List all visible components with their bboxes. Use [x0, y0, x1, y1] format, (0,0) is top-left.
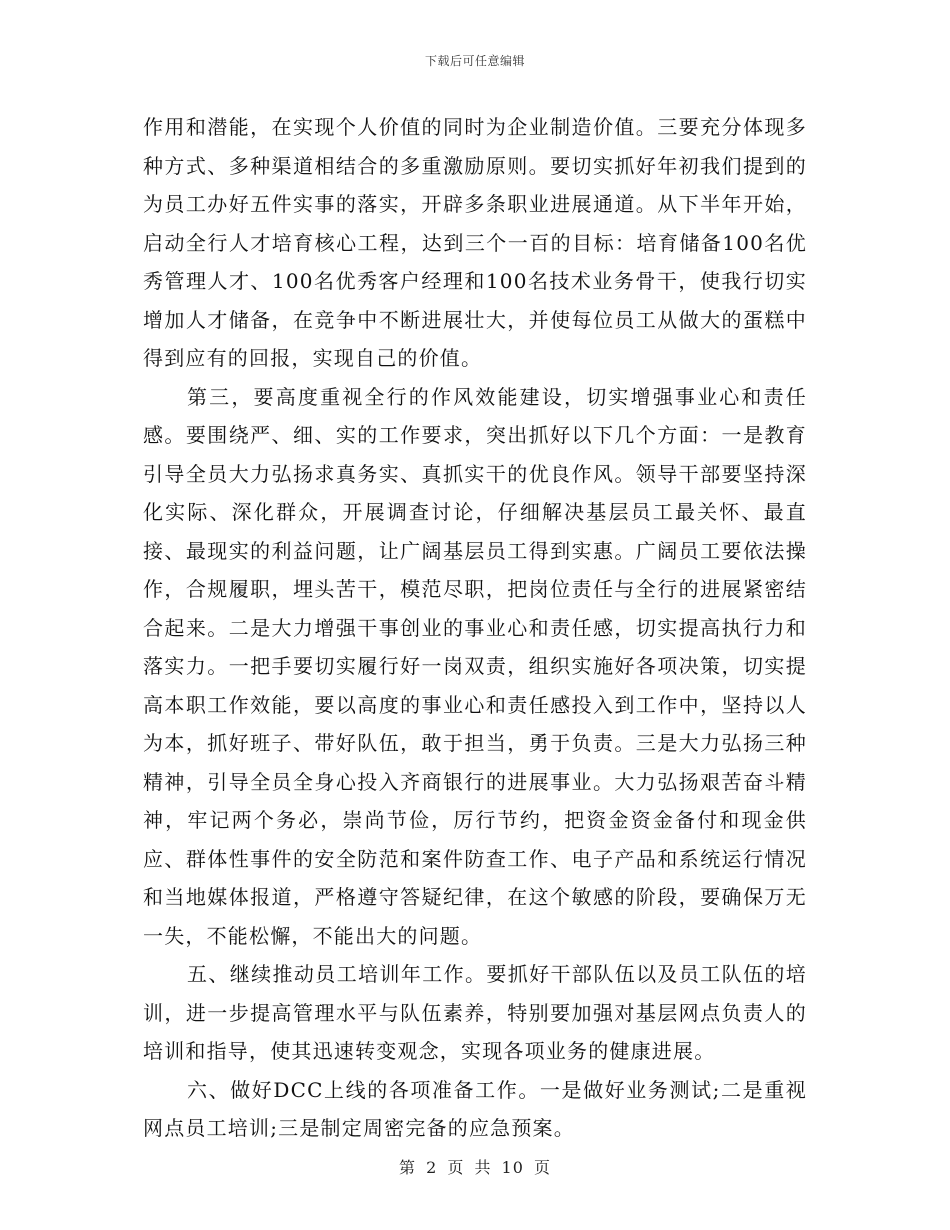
paragraph-2: 第三，要高度重视全行的作风效能建设，切实增强事业心和责任感。要围绕严、细、实的工作要求，突出抓好以下几个方面：一是教育引导全员大力弘扬求真务实、真抓实干的优良作风。领导干部要坚持深化实际、深化群众，开展调查讨论，仔细解决基层员工最关怀、最直接、最现实的利益问题，让广阔基层员工得到实惠。广阔员工要依法操作，合规履职，埋头苦干，模范尽职，把岗位责任与全行的进展紧密结合起来。二是大力增强干事创业的事业心和责任感，切实提高执行力和落实力。一把手要切实履行好一岗双责，组织实施好各项决策，切实提高本职工作效能，要以高度的事业心和责任感投入到工作中，坚持以人为本，抓好班子、带好队伍，敢于担当，勇于负责。三是大力弘扬三种精神，引导全员全身心投入齐商银行的进展事业。大力弘扬艰苦奋斗精神，牢记两个务必，崇尚节俭，厉行节约，把资金资金备付和现金供应、群体性事件的安全防范和案件防查工作、电子产品和系统运行情况和当地媒体报道，严格遵守答疑纪律，在这个敏感的阶段，要确保万无一失，不能松懈，不能出大的问题。	[143, 384, 807, 948]
paragraph-3: 五、继续推动员工培训年工作。要抓好干部队伍以及员工队伍的培训，进一步提高管理水平与队伍素养，特别要加强对基层网点负责人的培训和指导，使其迅速转变观念，实现各项业务的健康进展。	[143, 962, 807, 1063]
page-header: 下载后可任意编辑	[424, 54, 525, 68]
paragraph-4: 六、做好DCC上线的各项准备工作。一是做好业务测试;二是重视网点员工培训;三是制定周密完备的应急预案。	[143, 1077, 807, 1140]
paragraph-1: 作用和潜能，在实现个人价值的同时为企业制造价值。三要充分体现多种方式、多种渠道相结合的多重激励原则。要切实抓好年初我们提到的为员工办好五件实事的落实，开辟多条职业进展通道。从下半年开始，启动全行人才培育核心工程，达到三个一百的目标：培育储备100名优秀管理人才、100名优秀客户经理和100名技术业务骨干，使我行切实增加人才储备，在竞争中不断进展壮大，并使每位员工从做大的蛋糕中得到应有的回报，实现自己的价值。	[143, 115, 807, 370]
document-body	[143, 108, 807, 1148]
page-footer: 第 2 页 共 10 页	[399, 1158, 551, 1177]
